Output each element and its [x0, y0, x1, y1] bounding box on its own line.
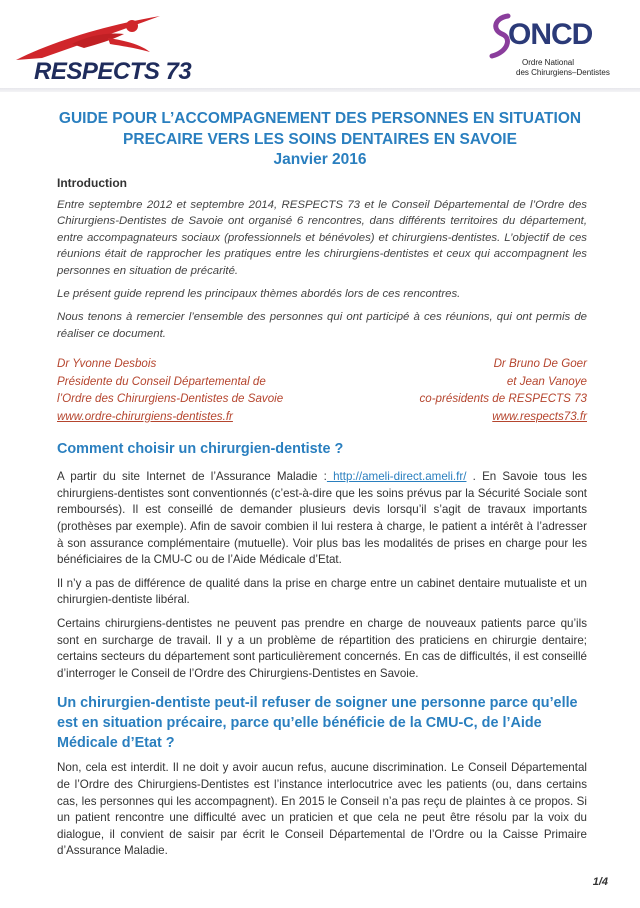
section1-p1-end: . En Savoie tous les chirurgiens-dentistes sont conventionnés (c’est-à-dire que les soins prévus par la Sécurité Sociale sont remboursés). Il est conseillé de demander plusieurs devis lorsqu’il s’agit de travaux importants (prothèses par exemple). Afin de savoir combien il lui restera à charge, le patient a intérêt à l’adresser à son assurance complémentaire (mutuelle). Voir plus bas les modalités de prises en charge pour les bénéficiaires de la CMU-C ou de l’Aide Médicale d’Etat.	[57, 470, 587, 567]
oncd-website-link[interactable]: www.ordre-chirurgiens-dentistes.fr	[57, 409, 233, 423]
document-body	[57, 176, 587, 867]
respects73-logo	[12, 14, 212, 84]
section1-p1-start: A partir du site Internet de l’Assurance Maladie :	[57, 470, 327, 484]
introduction-heading: Introduction	[57, 176, 127, 190]
document-title	[30, 108, 610, 169]
signature-right-name-2: et Jean Vanoye	[506, 374, 587, 388]
oncd-logo	[484, 12, 632, 86]
signature-right	[317, 355, 587, 425]
respects73-website-link[interactable]: www.respects73.fr	[492, 409, 587, 423]
section2-heading: Un chirurgien-dentiste peut-il refuser de soigner une personne parce qu’elle est en situation précaire, parce qu’elle bénéficie de la CMU-C, de l’Aide Médicale d’Etat ?	[57, 695, 578, 752]
oncd-subtitle-line1: Ordre National	[522, 58, 575, 67]
section1-heading: Comment choisir un chirurgien-dentiste ?	[57, 441, 344, 458]
section1-paragraph-3: Certains chirurgiens-dentistes ne peuvent pas prendre en charge de nouveaux patients parce qu’ils sont en surcharge de travail. Il y a un problème de répartition des praticiens en chirurgie dentaire; certains secteurs du département sont particulièrement concernés. En cas de difficultés, il est conseillé d’interroger le Conseil de l’Ordre des Chirurgiens-Dentistes en Savoie.	[57, 617, 587, 680]
respects73-logo-text: RESPECTS 73	[34, 58, 192, 85]
title-date: Janvier 2016	[273, 151, 367, 168]
page-number: 1/4	[592, 876, 608, 888]
section1-paragraph-1	[57, 469, 587, 569]
signature-left-role-2: l’Ordre des Chirurgiens-Dentistes de Savoie	[57, 392, 284, 406]
section1-paragraph-2: Il n’y a pas de différence de qualité dans la prise en charge entre un cabinet dentaire mutualiste et un chirurgien-dentiste libéral.	[57, 576, 587, 607]
intro-paragraph-1: Entre septembre 2012 et septembre 2014, RESPECTS 73 et le Conseil Départemental de l’Ordre des Chirurgiens-Dentistes de Savoie ont organisé 6 rencontres, dans différents territoires du département, entre accompagnateurs sociaux (professionnels et bénévoles) et chirurgiens-dentistes. L’objectif de ces réunions était de rapprocher les pratiques entre les chirurgiens-dentistes et ceux qui accompagnent les personnes en situation de précarité.	[57, 199, 587, 277]
signature-right-role: co-présidents de RESPECTS 73	[419, 392, 587, 406]
swoosh-figure-icon	[12, 14, 212, 64]
signature-right-name-1: Dr Bruno De Goer	[493, 357, 587, 371]
intro-paragraph-3: Nous tenons à remercier l’ensemble des personnes qui ont participé à ces réunions, qui ont permis de réaliser ce document.	[57, 311, 587, 340]
signature-left	[57, 355, 327, 425]
title-line-2: PRECAIRE VERS LES SOINS DENTAIRES EN SAVOIE	[123, 131, 517, 148]
oncd-subtitle-line2: des Chirurgiens–Dentistes	[516, 68, 610, 77]
oncd-logo-text: ONCD	[508, 18, 593, 51]
signature-left-role-1: Présidente du Conseil Départemental de	[57, 374, 266, 388]
signature-left-name: Dr Yvonne Desbois	[57, 357, 157, 371]
title-line-1: GUIDE POUR L’ACCOMPAGNEMENT DES PERSONNES EN SITUATION	[58, 110, 582, 127]
header-divider	[0, 88, 640, 92]
ameli-link[interactable]: http://ameli-direct.ameli.fr/	[326, 470, 467, 484]
intro-paragraph-2: Le présent guide reprend les principaux thèmes abordés lors de ces rencontres.	[57, 288, 461, 301]
section2-paragraph-1: Non, cela est interdit. Il ne doit y avoir aucun refus, aucune discrimination. Le Conseil Départemental de l’Ordre des Chirurgiens-Dentistes est l’instance interlocutrice avec les patients (ou, dans certains cas, les personnes qui les accompagnent). En 2015 le Conseil n’a pas reçu de plaintes à ce propos. Si un patient rencontre une difficulté avec un praticien et que cela ne peut être résolu par la voix du dialogue, il convient de saisir par écrit le Conseil Départemental de l’Ordre ou la Caisse Primaire d’Assurance Maladie.	[57, 761, 587, 858]
signatures	[57, 355, 587, 423]
